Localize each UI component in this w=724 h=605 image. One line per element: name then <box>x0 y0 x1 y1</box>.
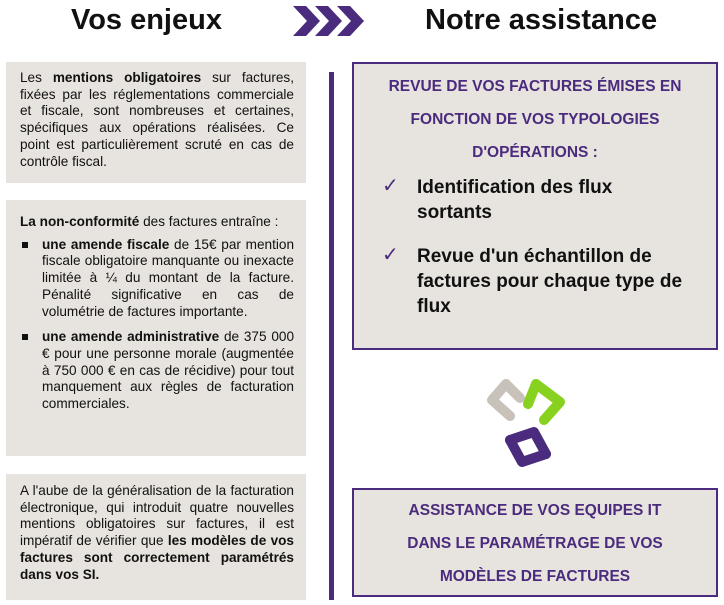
penalty-list <box>20 237 294 413</box>
box3-text-1: A l'aube de la généralisation de la facturation électronique, qui introduit quatre nouvelles mentions obligatoires sur factures, il est impératif de vérifier que <box>20 483 294 549</box>
right-heading: Notre assistance <box>425 4 658 36</box>
title-line: REVUE DE VOS FACTURES ÉMISES EN <box>388 78 682 95</box>
left-heading: Vos enjeux <box>71 4 222 36</box>
box1-text-2: sur factures, fixées par les réglementations commerciale et fiscale, sont nombreuses et certaines, spécifiques aux opérations réalisées. Ce point est particulièrement scruté en cas de contrôle fiscal. <box>20 70 294 169</box>
penalty-1-bold: une amende fiscale <box>42 236 170 252</box>
check-icon: ✓ <box>382 244 399 266</box>
list-item <box>20 329 294 413</box>
list-item <box>354 244 716 319</box>
e-invoicing-box <box>6 474 306 600</box>
list-item <box>354 175 716 225</box>
check-line: Revue d'un échantillon de <box>417 246 652 267</box>
bullet-square-icon <box>22 242 28 248</box>
penalty-1-text: de 15€ par mention fiscale obligatoire manquante ou inexacte limitée à ¼ du montant de la facture. Pénalité significative en cas de volumétrie de factures importante. <box>42 236 295 319</box>
check-line: flux <box>417 296 451 317</box>
company-logo <box>470 370 585 470</box>
title-line: FONCTION DE VOS TYPOLOGIES <box>410 111 660 128</box>
list-item <box>20 237 294 321</box>
check-line: sortants <box>417 202 492 223</box>
mandatory-mentions-box <box>6 62 306 183</box>
penalty-2-text: de 375 000 € pour une personne morale (augmentée à 750 000 € en cas de récidive) pour tout manquement aux règles de facturation commerciales. <box>42 329 294 412</box>
invoice-review-title <box>354 64 716 169</box>
chevrons-arrow-icon <box>293 6 373 36</box>
non-compliance-intro <box>20 214 294 231</box>
non-compliance-box <box>6 200 306 456</box>
title-line: MODÈLES DE FACTURES <box>439 568 631 585</box>
it-assistance-title <box>354 490 716 593</box>
penalty-2-bold: une amende administrative <box>42 329 220 345</box>
box3-bold-1: les modèles de vos factures sont correctement paramétrés dans vos SI. <box>20 533 294 582</box>
check-line: Identification des flux <box>417 177 613 198</box>
title-line: DANS LE PARAMÉTRAGE DE VOS <box>407 535 663 552</box>
check-line: factures pour chaque type de <box>417 271 683 292</box>
box1-text-1: Les <box>20 70 53 85</box>
title-line: D'OPÉRATIONS : <box>472 144 598 161</box>
bullet-square-icon <box>22 334 28 340</box>
check-list <box>354 175 716 319</box>
column-divider <box>329 72 334 600</box>
box1-bold-1: mentions obligatoires <box>52 70 202 85</box>
it-assistance-box <box>352 488 718 597</box>
title-line: ASSISTANCE DE VOS EQUIPES IT <box>408 502 662 519</box>
box2-bold-1: La non-conformité <box>20 214 140 229</box>
invoice-review-box <box>352 62 718 350</box>
box2-text-1: des factures entraîne : <box>139 214 279 229</box>
check-icon: ✓ <box>382 175 399 197</box>
